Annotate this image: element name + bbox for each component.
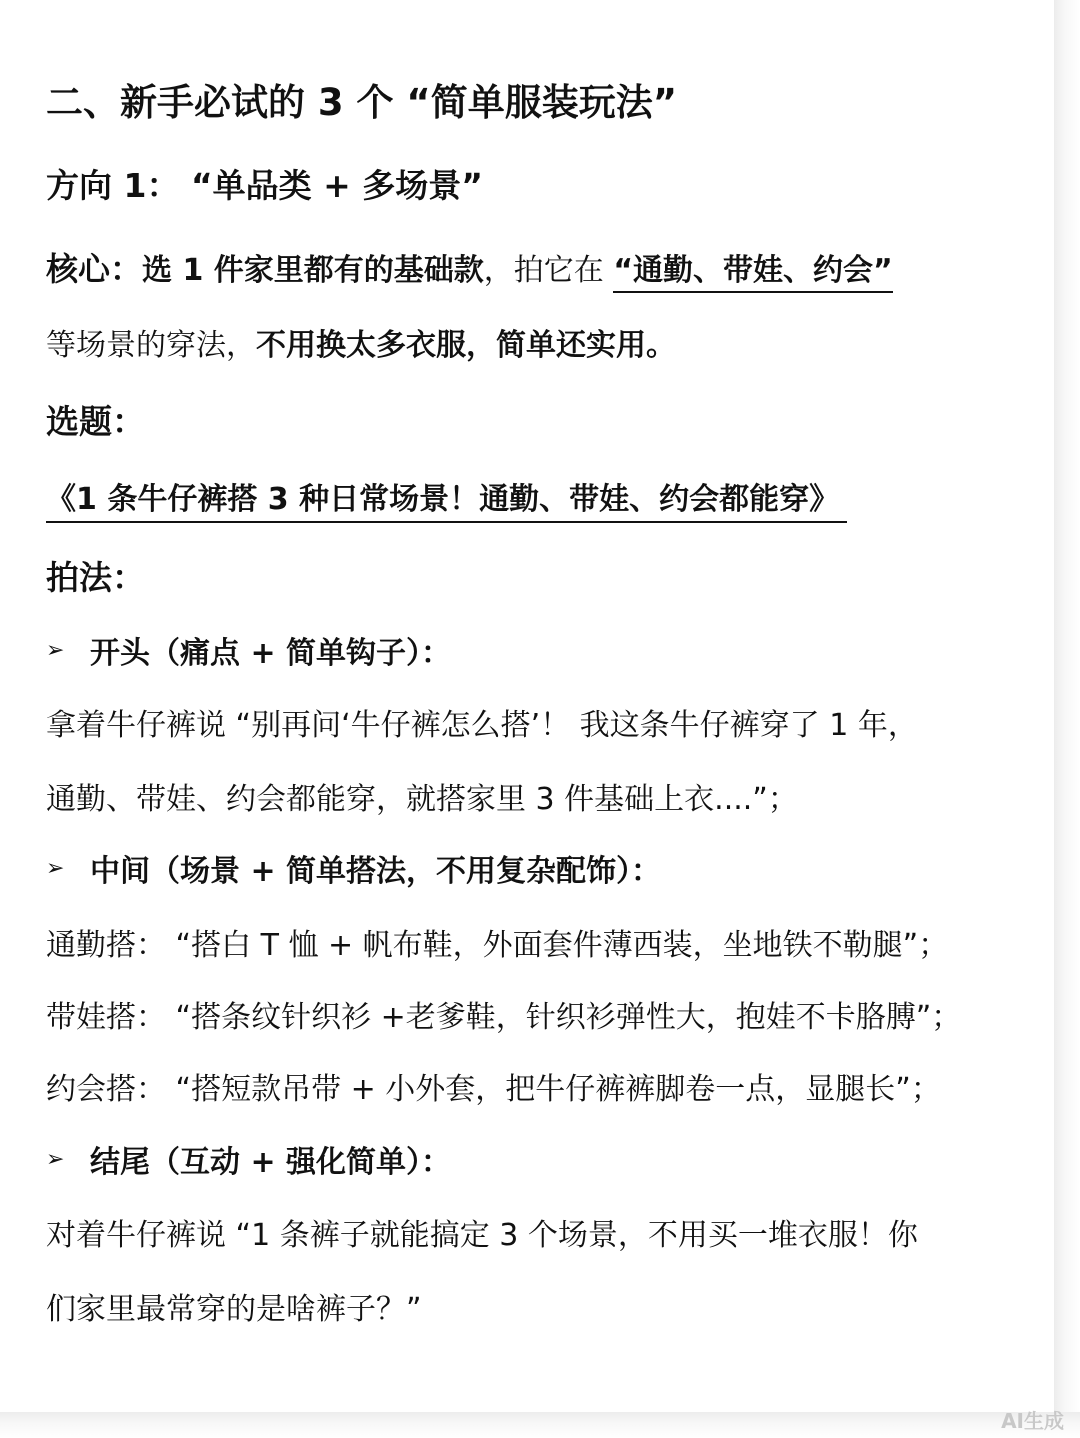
arrow-bullet-icon: ➢ xyxy=(46,637,65,663)
middle-line-2: 带娃搭： “搭条纹针织衫 +老爹鞋，针织衫弹性大，抱娃不卡胳膊”； xyxy=(46,1000,962,1035)
middle-heading-row xyxy=(46,846,661,890)
topic-title: 《1 条牛仔裤搭 3 种日常场景！通勤、带娃、约会都能穿》 xyxy=(46,474,847,523)
middle-heading: 中间（场景 + 简单搭法，不用复杂配饰）： xyxy=(90,854,662,889)
ai-watermark: AI生成 xyxy=(1001,1409,1064,1433)
core-text: ，拍它在 xyxy=(483,253,614,288)
core-underline-text: “通勤、带娃、约会” xyxy=(613,253,892,293)
method-label: 拍法： xyxy=(46,558,145,597)
middle-line-1: 通勤搭： “搭白 T 恤 + 帆布鞋，外面套件薄西装，坐地铁不勒腿”； xyxy=(46,928,949,963)
opening-heading-row xyxy=(46,628,451,672)
ending-heading-row xyxy=(46,1137,451,1181)
core-line2-bold: 不用换太多衣服，简单还实用。 xyxy=(256,328,676,363)
page-title: 二、新手必试的 3 个 “简单服装玩法” xyxy=(46,81,678,124)
opening-heading: 开头（痛点 + 简单钩子）： xyxy=(90,636,452,671)
arrow-bullet-icon: ➢ xyxy=(46,855,65,881)
ending-line-1: 对着牛仔裤说 “1 条裤子就能搞定 3 个场景，不用买一堆衣服！你 xyxy=(46,1218,918,1253)
core-bold-text: 选 1 件家里都有的基础款 xyxy=(142,253,484,288)
direction-heading: 方向 1： “单品类 + 多场景” xyxy=(46,166,483,205)
topic-label: 选题： xyxy=(46,402,145,441)
page-edge-shadow-right xyxy=(1054,0,1080,1438)
core-label: 核心： xyxy=(46,250,143,288)
core-line2-text: 等场景的穿法， xyxy=(46,328,256,363)
opening-line-1: 拿着牛仔裤说 “别再问‘牛仔裤怎么搭’！ 我这条牛仔裤穿了 1 年， xyxy=(46,708,918,743)
core-line-1 xyxy=(46,244,893,290)
core-line-2 xyxy=(46,320,676,364)
ending-line-2: 们家里最常穿的是啥裤子？” xyxy=(46,1292,422,1327)
middle-line-3: 约会搭： “搭短款吊带 + 小外套，把牛仔裤裤脚卷一点，显腿长”； xyxy=(46,1072,941,1107)
arrow-bullet-icon: ➢ xyxy=(46,1146,65,1172)
ending-heading: 结尾（互动 + 强化简单）： xyxy=(90,1145,452,1180)
page-edge-shadow-bottom xyxy=(0,1412,1080,1438)
opening-line-2: 通勤、带娃、约会都能穿，就搭家里 3 件基础上衣....”； xyxy=(46,782,798,817)
